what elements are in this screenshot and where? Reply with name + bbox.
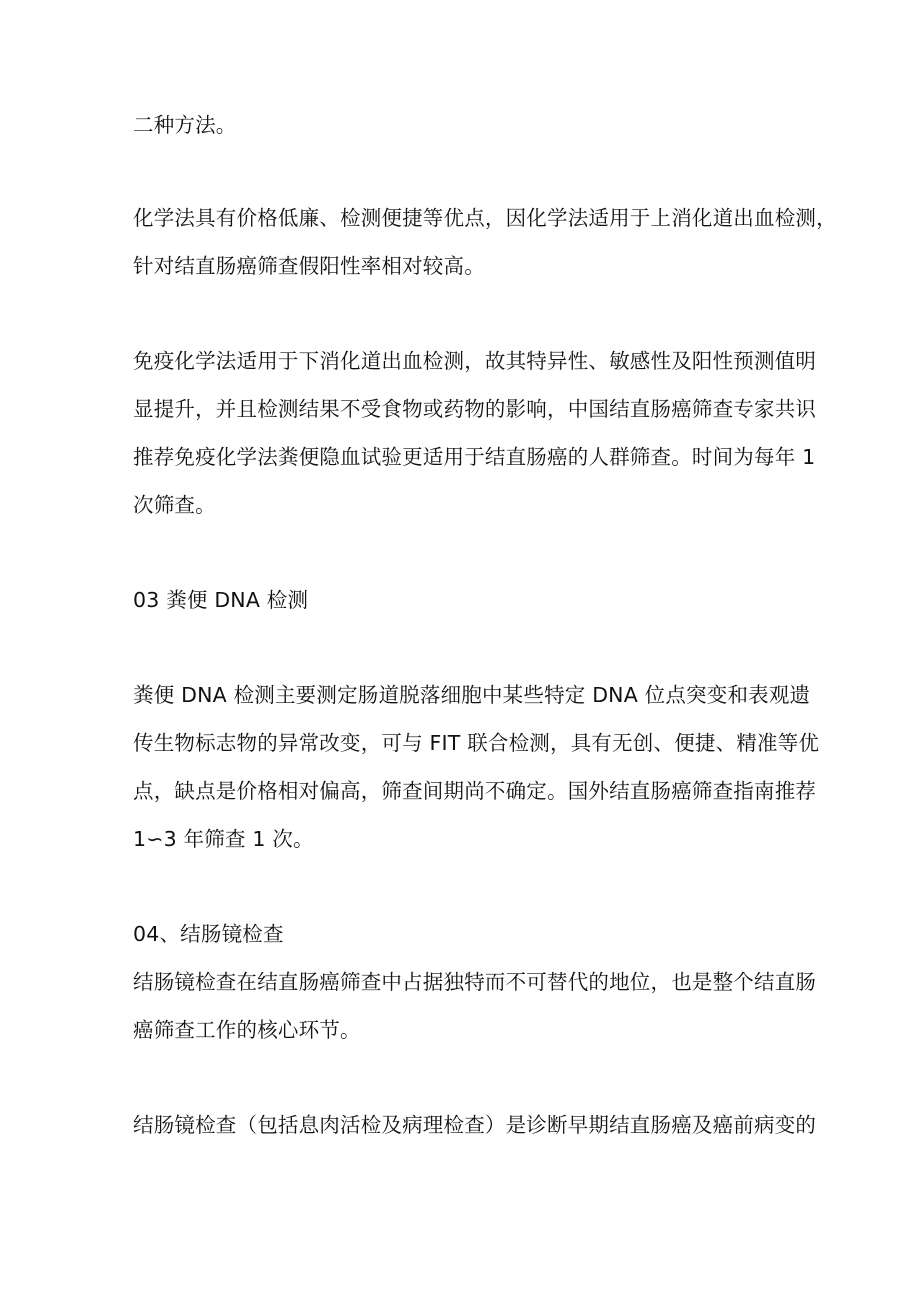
paragraph-colonoscopy-role-line-1: 结肠镜检查在结直肠癌筛查中占据独特而不可替代的地位，也是整个结直肠 — [133, 970, 817, 994]
paragraph-immunochemical-line-2: 显提升，并且检测结果不受食物或药物的影响，中国结直肠癌筛查专家共识 — [133, 397, 817, 421]
paragraph-immunochemical-line-3: 推荐免疫化学法粪便隐血试验更适用于结直肠癌的人群筛查。时间为每年 1 — [133, 445, 816, 469]
paragraph-stool-dna-line-4: 1∽3 年筛查 1 次。 — [133, 827, 314, 851]
paragraph-immunochemical-line-4: 次筛查。 — [133, 493, 216, 517]
paragraph-stool-dna-line-1: 粪便 DNA 检测主要测定肠道脱落细胞中某些特定 DNA 位点突变和表观遗 — [133, 683, 811, 707]
section-heading-03: 03 粪便 DNA 检测 — [133, 588, 309, 612]
paragraph-colonoscopy-role-line-2: 癌筛查工作的核心环节。 — [133, 1018, 361, 1042]
paragraph-colonoscopy-diagnosis-line-1: 结肠镜检查（包括息肉活检及病理检查）是诊断早期结直肠癌及癌前病变的 — [133, 1113, 817, 1137]
paragraph-stool-dna-line-3: 点，缺点是价格相对偏高，筛查间期尚不确定。国外结直肠癌筛查指南推荐 — [133, 779, 817, 803]
paragraph-stool-dna-line-2: 传生物标志物的异常改变，可与 FIT 联合检测，具有无创、便捷、精准等优 — [133, 731, 820, 755]
section-heading-04: 04、结肠镜检查 — [133, 922, 284, 946]
paragraph-chemical-method-line-2: 针对结直肠癌筛查假阳性率相对较高。 — [133, 254, 485, 278]
paragraph-immunochemical-line-1: 免疫化学法适用于下消化道出血检测，故其特异性、敏感性及阳性预测值明 — [133, 349, 817, 373]
paragraph-method-count-line-1: 二种方法。 — [133, 113, 237, 137]
paragraph-chemical-method-line-1: 化学法具有价格低廉、检测便捷等优点，因化学法适用于上消化道出血检测， — [133, 206, 837, 230]
